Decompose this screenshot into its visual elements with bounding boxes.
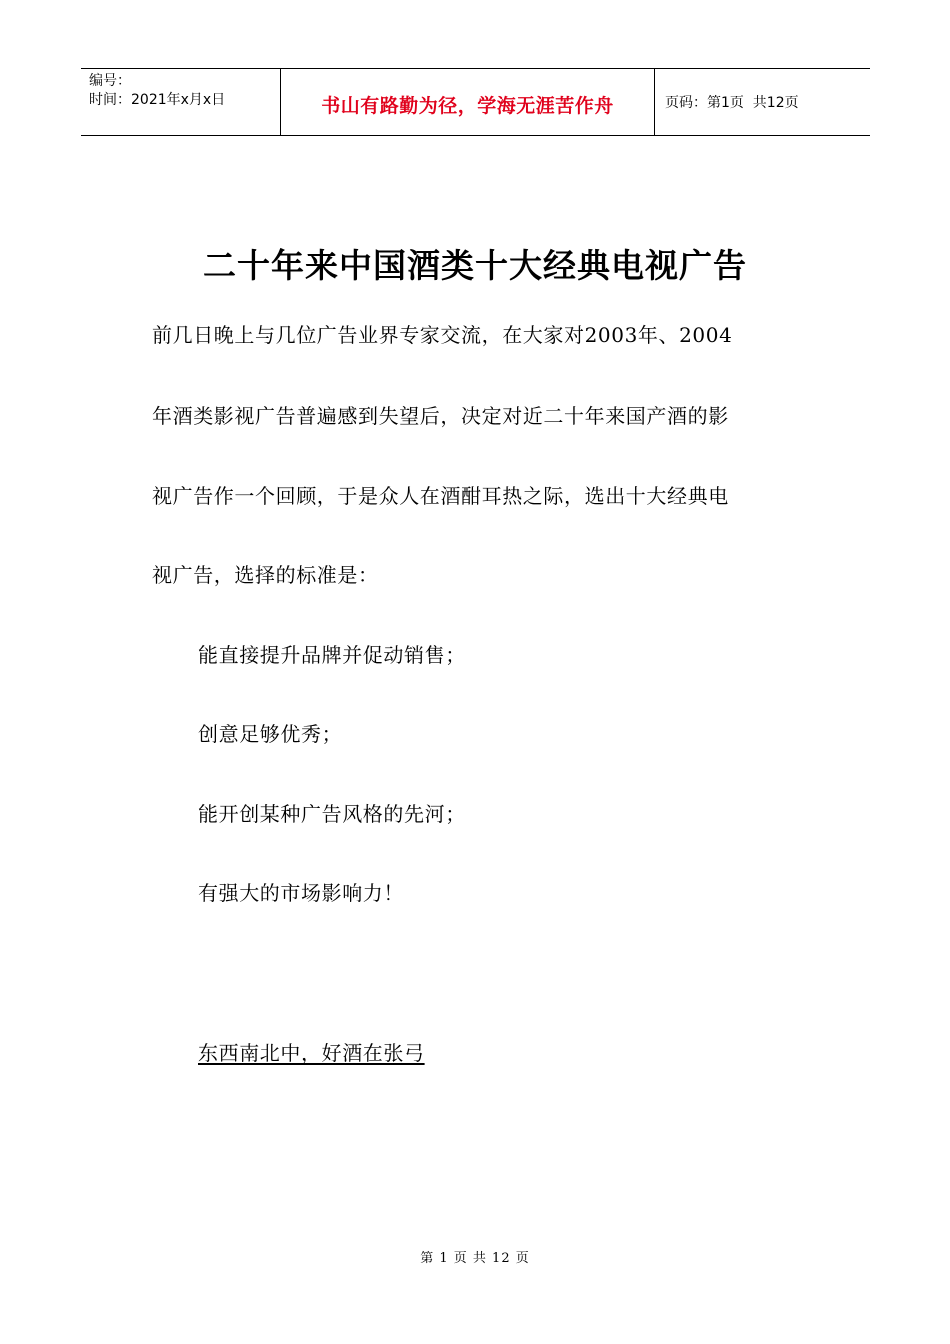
header-motto-cell — [281, 69, 655, 135]
criteria-item: 能开创某种广告风格的先河； — [198, 802, 466, 826]
header-meta — [81, 69, 281, 135]
header-page-cell — [655, 69, 870, 135]
intro-line: 视广告作一个回顾，于是众人在酒酣耳热之际，选出十大经典电 — [152, 484, 729, 508]
criteria-item: 有强大的市场影响力！ — [198, 881, 404, 905]
header-page-info: 页码：第1页 共12页 — [665, 95, 799, 111]
document-title: 二十年来中国酒类十大经典电视广告 — [203, 246, 747, 285]
intro-line: 视广告，选择的标准是： — [152, 563, 379, 587]
page-footer: 第 1 页 共 12 页 — [420, 1251, 530, 1266]
section-heading: 东西南北中，好酒在张弓 — [198, 1041, 425, 1065]
criteria-item: 创意足够优秀； — [198, 722, 343, 746]
header-motto: 书山有路勤为径，学海无涯苦作舟 — [321, 94, 614, 117]
intro-line: 前几日晚上与几位广告业界专家交流，在大家对2003年、2004 — [152, 323, 733, 347]
document-header — [81, 68, 870, 136]
date-label: 时间：2021年x月x日 — [89, 92, 226, 108]
number-label: 编号： — [89, 73, 131, 89]
intro-line: 年酒类影视广告普遍感到失望后，决定对近二十年来国产酒的影 — [152, 404, 729, 428]
criteria-item: 能直接提升品牌并促动销售； — [198, 643, 466, 667]
